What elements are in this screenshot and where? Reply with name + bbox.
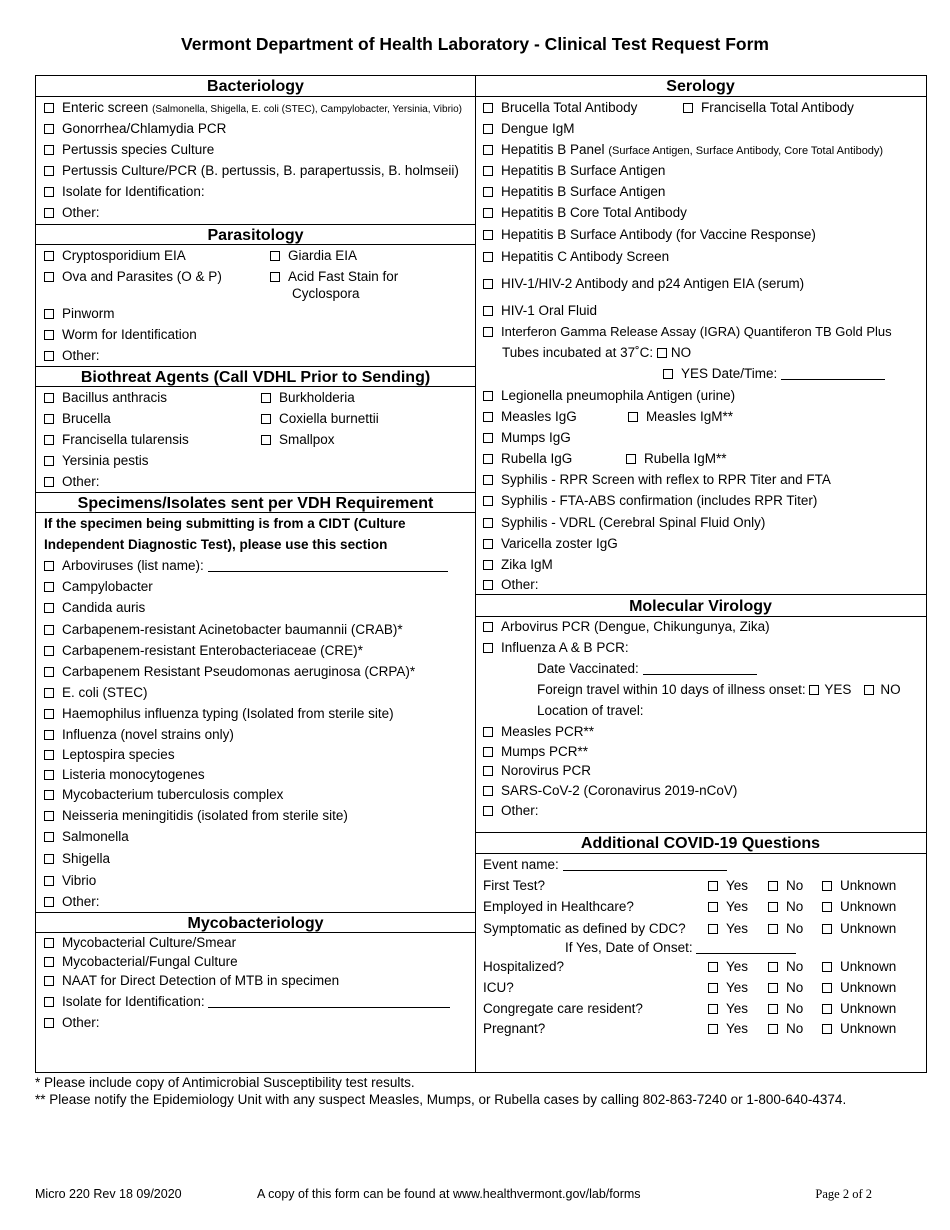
checkbox[interactable]: [822, 902, 832, 912]
biothreat-option[interactable]: Yersinia pestis: [36, 450, 475, 471]
checkbox[interactable]: [44, 790, 54, 800]
parasitology-row: Cryptosporidium EIA Giardia EIA: [36, 245, 475, 266]
checkbox[interactable]: [44, 124, 54, 134]
specimen-option[interactable]: Candida auris: [36, 597, 475, 619]
serology-option[interactable]: Syphilis - VDRL (Cerebral Spinal Fluid Only): [475, 512, 926, 533]
checkbox[interactable]: [44, 166, 54, 176]
molecular-virology-header: Molecular Virology: [475, 594, 926, 617]
yes-date-row: YES Date/Time:: [475, 363, 926, 385]
checkbox[interactable]: [768, 924, 778, 934]
serology-option[interactable]: Dengue IgM: [475, 118, 926, 139]
specimen-option[interactable]: E. coli (STEC): [36, 682, 475, 703]
checkbox[interactable]: [483, 166, 493, 176]
biothreat-row: Brucella Coxiella burnettii: [36, 408, 475, 429]
serology-option[interactable]: Other:: [475, 575, 926, 594]
arboviruses-option[interactable]: Arboviruses (list name):: [36, 555, 475, 576]
parasitology-option[interactable]: Pinworm: [36, 303, 475, 324]
serology-option[interactable]: HIV-1/HIV-2 Antibody and p24 Antigen EIA (serum): [475, 267, 926, 300]
serology-option[interactable]: Hepatitis B Core Total Antibody: [475, 202, 926, 224]
checkbox[interactable]: [44, 750, 54, 760]
parasitology-row: Ova and Parasites (O & P) Acid Fast Stain for Cyclospora: [36, 266, 475, 303]
checkbox[interactable]: [822, 1024, 832, 1034]
molecular-option[interactable]: SARS-CoV-2 (Coronavirus 2019-nCoV): [475, 781, 926, 801]
form-id: Micro 220 Rev 18 09/2020: [35, 1187, 182, 1201]
checkbox[interactable]: [483, 747, 493, 757]
molecular-option[interactable]: Measles PCR**: [475, 721, 926, 742]
enteric-screen-option[interactable]: Enteric screen (Salmonella, Shigella, E. coli (STEC), Campylobacter, Yersinia, Vibrio): [36, 97, 475, 118]
bacteriology-option[interactable]: Gonorrhea/Chlamydia PCR: [36, 118, 475, 139]
foreign-travel-row: Foreign travel within 10 days of illness onset: YES NO: [537, 682, 901, 697]
checkbox[interactable]: [483, 539, 493, 549]
checkbox[interactable]: [44, 414, 54, 424]
checkbox[interactable]: [270, 251, 280, 261]
serology-row: Brucella Total Antibody Francisella Total Antibody: [475, 97, 926, 118]
covid-question-row: Symptomatic as defined by CDC? Yes No Unknown: [483, 921, 897, 936]
checkbox[interactable]: [483, 518, 493, 528]
serology-row: Measles IgG Measles IgM**: [475, 406, 926, 427]
checkbox[interactable]: [261, 435, 271, 445]
arboviruses-name-field[interactable]: [208, 557, 448, 572]
specimen-option[interactable]: Carbapenem Resistant Pseudomonas aeruginosa (CRPA)*: [36, 661, 475, 682]
myco-option[interactable]: Other:: [36, 1012, 475, 1033]
form-copy-note: A copy of this form can be found at www.healthvermont.gov/lab/forms: [257, 1187, 641, 1201]
checkbox[interactable]: [261, 414, 271, 424]
checkbox[interactable]: [628, 412, 638, 422]
myco-option[interactable]: Mycobacterial/Fungal Culture: [36, 953, 475, 971]
checkbox[interactable]: [708, 924, 718, 934]
right-column: [475, 76, 926, 1072]
checkbox[interactable]: [768, 902, 778, 912]
serology-option[interactable]: Syphilis - RPR Screen with reflex to RPR Titer and FTA: [475, 469, 926, 490]
serology-option[interactable]: Syphilis - FTA-ABS confirmation (includes RPR Titer): [475, 490, 926, 512]
covid-question-row: Employed in Healthcare? Yes No Unknown: [483, 899, 897, 914]
biothreat-row: Bacillus anthracis Burkholderia: [36, 387, 475, 408]
molecular-option[interactable]: Mumps PCR**: [475, 742, 926, 761]
specimen-option[interactable]: Carbapenem-resistant Acinetobacter baumannii (CRAB)*: [36, 619, 475, 640]
checkbox[interactable]: [768, 1024, 778, 1034]
covid-question-row: First Test? Yes No Unknown: [483, 878, 897, 893]
checkbox[interactable]: [483, 496, 493, 506]
checkbox[interactable]: [768, 983, 778, 993]
specimen-option[interactable]: Shigella: [36, 848, 475, 870]
checkbox[interactable]: [483, 766, 493, 776]
specimen-option[interactable]: Salmonella: [36, 826, 475, 848]
checkbox[interactable]: [483, 103, 493, 113]
footnote-antimicrobial: * Please include copy of Antimicrobial Susceptibility test results.: [35, 1075, 415, 1090]
checkbox[interactable]: [822, 881, 832, 891]
checkbox[interactable]: [44, 251, 54, 261]
checkbox[interactable]: [483, 806, 493, 816]
checkbox[interactable]: [44, 393, 54, 403]
checkbox[interactable]: [768, 881, 778, 891]
checkbox[interactable]: [44, 187, 54, 197]
checkbox[interactable]: [483, 433, 493, 443]
serology-row: Rubella IgG Rubella IgM**: [475, 448, 926, 469]
checkbox[interactable]: [483, 306, 493, 316]
specimen-option[interactable]: Carbapenem-resistant Enterobacteriaceae (CRE)*: [36, 640, 475, 661]
specimen-option[interactable]: Vibrio: [36, 870, 475, 891]
checkbox[interactable]: [483, 475, 493, 485]
checkbox[interactable]: [44, 435, 54, 445]
checkbox[interactable]: [483, 727, 493, 737]
checkbox[interactable]: [683, 103, 693, 113]
checkbox[interactable]: [44, 811, 54, 821]
serology-option[interactable]: Hepatitis B Panel (Surface Antigen, Surface Antibody, Core Total Antibody): [475, 139, 926, 160]
biothreat-option[interactable]: Other:: [36, 471, 475, 492]
checkbox[interactable]: [483, 412, 493, 422]
checkbox[interactable]: [483, 643, 493, 653]
serology-option[interactable]: HIV-1 Oral Fluid: [475, 300, 926, 321]
checkbox[interactable]: [44, 667, 54, 677]
checkbox[interactable]: [44, 876, 54, 886]
checkbox[interactable]: [44, 897, 54, 907]
checkbox[interactable]: [483, 391, 493, 401]
parasitology-header: Parasitology: [36, 224, 475, 245]
specimen-option[interactable]: Haemophilus influenza typing (Isolated from sterile site): [36, 703, 475, 724]
location-of-travel-row: Location of travel:: [537, 703, 644, 718]
checkbox[interactable]: [261, 393, 271, 403]
covid-question-row: Congregate care resident? Yes No Unknown: [483, 1001, 897, 1016]
checkbox[interactable]: [44, 603, 54, 613]
checkbox[interactable]: [44, 561, 54, 571]
serology-option[interactable]: Legionella pneumophila Antigen (urine): [475, 385, 926, 406]
checkbox[interactable]: [708, 881, 718, 891]
enteric-detail: (Salmonella, Shigella, E. coli (STEC), Campylobacter, Yersinia, Vibrio): [152, 104, 463, 115]
specimen-option[interactable]: Other:: [36, 891, 475, 912]
checkbox[interactable]: [657, 348, 667, 358]
onset-date-row: If Yes, Date of Onset:: [475, 939, 926, 956]
checkbox[interactable]: [44, 103, 54, 113]
specimen-option[interactable]: Listeria monocytogenes: [36, 765, 475, 785]
event-name-field[interactable]: [563, 856, 727, 871]
serology-option[interactable]: Hepatitis B Surface Antigen: [475, 160, 926, 181]
checkbox[interactable]: [708, 983, 718, 993]
date-vaccinated-row: Date Vaccinated:: [475, 658, 926, 679]
checkbox[interactable]: [44, 351, 54, 361]
date-vaccinated-field[interactable]: [643, 660, 757, 675]
checkbox[interactable]: [44, 730, 54, 740]
checkbox[interactable]: [483, 622, 493, 632]
checkbox[interactable]: [44, 330, 54, 340]
form-title: Vermont Department of Health Laboratory - Clinical Test Request Form: [181, 34, 769, 54]
checkbox[interactable]: [44, 272, 54, 282]
checkbox[interactable]: [44, 770, 54, 780]
serology-option[interactable]: Mumps IgG: [475, 427, 926, 448]
checkbox[interactable]: [822, 962, 832, 972]
checkbox[interactable]: [483, 327, 493, 337]
checkbox[interactable]: [708, 962, 718, 972]
molecular-option[interactable]: Arbovirus PCR (Dengue, Chikungunya, Zika): [475, 617, 926, 637]
covid-header: Additional COVID-19 Questions: [475, 832, 926, 854]
molecular-option[interactable]: Influenza A & B PCR:: [475, 637, 926, 658]
isolate-name-field[interactable]: [208, 993, 450, 1008]
serology-option[interactable]: Zika IgM: [475, 554, 926, 575]
date-time-field[interactable]: [781, 365, 885, 380]
checkbox[interactable]: [44, 709, 54, 719]
bacteriology-option[interactable]: Isolate for Identification:: [36, 181, 475, 202]
checkbox[interactable]: [44, 309, 54, 319]
checkbox[interactable]: [270, 272, 280, 282]
mycobacteriology-header: Mycobacteriology: [36, 912, 475, 933]
event-name-row: Event name:: [475, 854, 926, 875]
specimen-option[interactable]: Influenza (novel strains only): [36, 724, 475, 745]
checkbox[interactable]: [483, 279, 493, 289]
covid-question-row: ICU? Yes No Unknown: [483, 980, 897, 995]
cidt-note: If the specimen being submitting is from a CIDT (Culture: [44, 516, 406, 531]
checkbox[interactable]: [864, 685, 874, 695]
checkbox[interactable]: [822, 924, 832, 934]
parasitology-option[interactable]: Other:: [36, 345, 475, 366]
serology-option[interactable]: Hepatitis B Surface Antibody (for Vaccine Response): [475, 224, 926, 246]
specimen-option[interactable]: Leptospira species: [36, 745, 475, 765]
onset-date-field[interactable]: [696, 941, 796, 954]
serology-option[interactable]: Hepatitis B Surface Antigen: [475, 181, 926, 202]
biothreat-header: Biothreat Agents (Call VDHL Prior to Sending): [36, 366, 475, 387]
checkbox[interactable]: [44, 646, 54, 656]
checkbox[interactable]: [44, 1018, 54, 1028]
serology-option[interactable]: Interferon Gamma Release Assay (IGRA) Quantiferon TB Gold Plus: [475, 321, 926, 342]
checkbox[interactable]: [768, 1004, 778, 1014]
checkbox[interactable]: [708, 1004, 718, 1014]
serology-header: Serology: [475, 76, 926, 97]
checkbox[interactable]: [44, 957, 54, 967]
checkbox[interactable]: [483, 560, 493, 570]
checkbox[interactable]: [44, 938, 54, 948]
checkbox[interactable]: [44, 208, 54, 218]
cidt-note: Independent Diagnostic Test), please use this section: [44, 537, 388, 552]
specimen-option[interactable]: Neisseria meningitidis (isolated from sterile site): [36, 805, 475, 826]
checkbox[interactable]: [44, 997, 54, 1007]
serology-option[interactable]: Hepatitis C Antibody Screen: [475, 246, 926, 267]
checkbox[interactable]: [809, 685, 819, 695]
checkbox[interactable]: [663, 369, 673, 379]
biothreat-row: Francisella tularensis Smallpox: [36, 429, 475, 450]
checkbox[interactable]: [44, 145, 54, 155]
checkbox[interactable]: [708, 902, 718, 912]
left-column: [36, 76, 476, 1072]
checkbox[interactable]: [483, 580, 493, 590]
molecular-option[interactable]: Norovirus PCR: [475, 761, 926, 781]
myco-option[interactable]: NAAT for Direct Detection of MTB in specimen: [36, 971, 475, 991]
specimen-option[interactable]: Campylobacter: [36, 576, 475, 597]
checkbox[interactable]: [483, 252, 493, 262]
form-frame: [35, 75, 927, 1073]
checkbox[interactable]: [483, 187, 493, 197]
covid-question-row: Pregnant? Yes No Unknown: [483, 1021, 897, 1036]
checkbox[interactable]: [483, 454, 493, 464]
serology-option[interactable]: Varicella zoster IgG: [475, 533, 926, 554]
checkbox[interactable]: [483, 230, 493, 240]
bacteriology-option[interactable]: Other:: [36, 202, 475, 224]
bacteriology-option[interactable]: Pertussis species Culture: [36, 139, 475, 160]
specimen-option[interactable]: Mycobacterium tuberculosis complex: [36, 785, 475, 805]
page-number: Page 2 of 2: [815, 1187, 872, 1201]
checkbox[interactable]: [44, 688, 54, 698]
checkbox[interactable]: [708, 1024, 718, 1034]
checkbox[interactable]: [483, 786, 493, 796]
parasitology-option[interactable]: Worm for Identification: [36, 324, 475, 345]
bacteriology-header: Bacteriology: [36, 76, 475, 97]
tubes-incubated-row: Tubes incubated at 37˚C: NO: [502, 345, 692, 360]
checkbox[interactable]: [44, 976, 54, 986]
molecular-option[interactable]: Other:: [475, 801, 926, 832]
specimens-header: Specimens/Isolates sent per VDH Requirement: [36, 492, 475, 513]
footnote-epidemiology: ** Please notify the Epidemiology Unit with any suspect Measles, Mumps, or Rubella cases by calling 802-863-7240 or 1-800-640-4374.: [35, 1092, 847, 1107]
checkbox[interactable]: [44, 456, 54, 466]
checkbox[interactable]: [626, 454, 636, 464]
bacteriology-option[interactable]: Pertussis Culture/PCR (B. pertussis, B. parapertussis, B. holmseii): [36, 160, 475, 181]
checkbox[interactable]: [768, 962, 778, 972]
checkbox[interactable]: [44, 832, 54, 842]
myco-isolate-option[interactable]: Isolate for Identification:: [36, 991, 475, 1012]
checkbox[interactable]: [44, 854, 54, 864]
checkbox[interactable]: [44, 477, 54, 487]
checkbox[interactable]: [483, 145, 493, 155]
checkbox[interactable]: [44, 582, 54, 592]
checkbox[interactable]: [483, 124, 493, 134]
checkbox[interactable]: [822, 1004, 832, 1014]
checkbox[interactable]: [483, 208, 493, 218]
checkbox[interactable]: [822, 983, 832, 993]
myco-option[interactable]: Mycobacterial Culture/Smear: [36, 933, 475, 953]
checkbox[interactable]: [44, 625, 54, 635]
covid-question-row: Hospitalized? Yes No Unknown: [483, 959, 897, 974]
